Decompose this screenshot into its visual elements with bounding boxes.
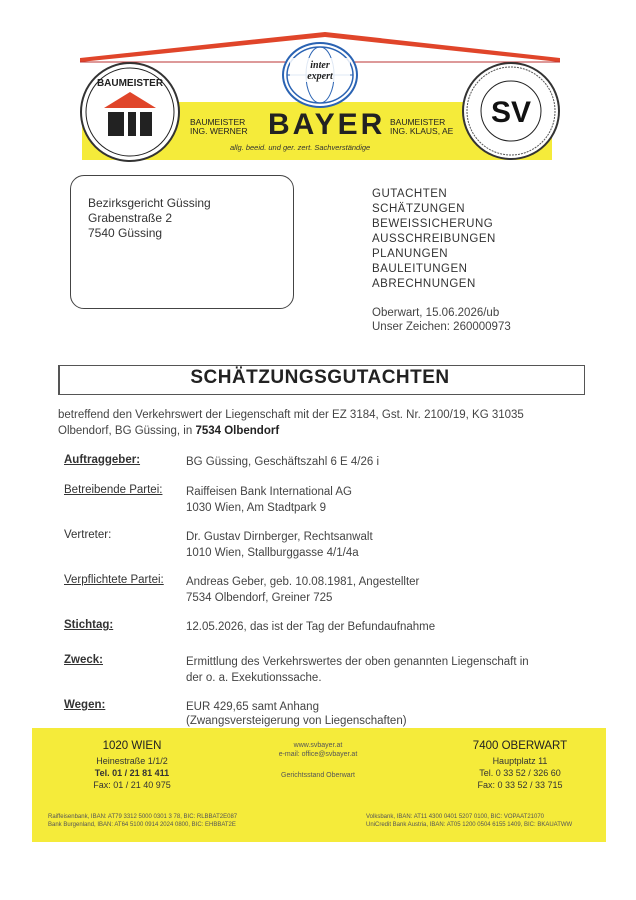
vertreter-value1: Dr. Gustav Dirnberger, Rechtsanwalt <box>186 531 373 543</box>
svg-text:expert: expert <box>307 71 333 82</box>
footer-court: Gerichtsstand Oberwart <box>281 772 355 779</box>
wegen-label: Wegen: <box>64 699 106 711</box>
service-item: AUSSCHREIBUNGEN <box>372 233 496 245</box>
footer-left-street: Heinestraße 1/1/2 <box>96 756 168 766</box>
service-item: ABRECHNUNGEN <box>372 278 476 290</box>
left-title <box>190 118 248 136</box>
recipient-city: 7540 Güssing <box>88 226 163 240</box>
intro-location: 7534 Olbendorf <box>195 425 280 437</box>
svg-text:BAUMEISTER: BAUMEISTER <box>96 78 164 89</box>
footer-mail: e-mail: office@svbayer.at <box>278 751 358 758</box>
verpflichtete-value1: Andreas Geber, geb. 10.08.1981, Angestellter <box>186 576 420 588</box>
stichtag-label: Stichtag: <box>64 619 114 631</box>
recipient-name: Bezirksgericht Güssing <box>88 196 211 210</box>
verpflichtete-value2: 7534 Olbendorf, Greiner 725 <box>186 592 333 604</box>
reference-line: Unser Zeichen: 260000973 <box>372 321 511 333</box>
intro-line2-prefix: Olbendorf, BG Güssing, in <box>58 425 196 437</box>
vertreter-value2: 1010 Wien, Stallburggasse 4/1/4a <box>186 547 359 559</box>
footer-left-city: 1020 WIEN <box>102 740 162 752</box>
intro-line1: betreffend den Verkehrswert der Liegenschaft mit der EZ 3184, Gst. Nr. 2100/19, KG 31035 <box>58 409 524 421</box>
globe-icon <box>284 44 356 106</box>
service-item: BAULEITUNGEN <box>372 263 468 275</box>
betreibende-label: Betreibende Partei: <box>64 484 163 496</box>
service-item: BEWEISSICHERUNG <box>372 218 494 230</box>
footer-right-city: 7400 OBERWART <box>472 740 568 752</box>
intro-line2 <box>58 423 279 439</box>
auftraggeber-value: BG Güssing, Geschäftszahl 6 E 4/26 i <box>186 456 380 468</box>
svg-text:SV: SV <box>490 96 532 129</box>
betreibende-value2: 1030 Wien, Am Stadtpark 9 <box>186 502 326 514</box>
sv-seal-logo <box>462 62 560 160</box>
header-subline: allg. beeid. und ger. zert. Sachverständige <box>230 143 371 152</box>
bank-left-1: Raiffeisenbank, IBAN: AT79 3312 5000 0301 3 78, BIC: RLBBAT2E087 <box>48 814 238 820</box>
date-line: Oberwart, 15.06.2026/ub <box>372 307 500 319</box>
brand-name: BAYER <box>268 108 386 141</box>
service-item: GUTACHTEN <box>372 188 448 200</box>
wegen-value2: (Zwangsversteigerung von Liegenschaften) <box>186 715 407 727</box>
footer-center <box>248 742 388 779</box>
wegen-value1: EUR 429,65 samt Anhang <box>186 701 319 713</box>
letterhead <box>0 0 636 165</box>
bank-left-2: Bank Burgenland, IBAN: AT64 5100 0914 2024 0800, BIC: EHBBAT2E <box>48 822 236 828</box>
footer-left-tel: Tel. 01 / 21 81 411 <box>94 768 170 778</box>
svg-text:inter: inter <box>310 60 330 71</box>
recipient-street: Grabenstraße 2 <box>88 211 173 225</box>
service-item: PLANUNGEN <box>372 248 449 260</box>
inter-expert-logo <box>282 42 358 108</box>
right-title-line1: BAUMEISTER <box>390 117 446 127</box>
bank-right-1: Volksbank, IBAN: AT11 4300 0401 5207 0100, BIC: VOPAAT21070 <box>366 814 545 820</box>
footer-right-street: Hauptplatz 11 <box>492 756 548 766</box>
zweck-value1: Ermittlung des Verkehrswertes der oben genannten Liegenschaft in <box>186 656 529 668</box>
footer-right-tel: Tel. 0 33 52 / 326 60 <box>479 768 561 778</box>
document-title: SCHÄTZUNGSGUTACHTEN <box>190 367 450 388</box>
service-item: SCHÄTZUNGEN <box>372 203 466 215</box>
vertreter-label: Vertreter: <box>64 529 112 541</box>
betreibende-value1: Raiffeisen Bank International AG <box>186 486 353 498</box>
services-list <box>372 187 496 292</box>
zweck-label: Zweck: <box>64 654 103 666</box>
left-title-line2: ING. WERNER <box>190 126 248 136</box>
baumeister-seal-logo <box>80 62 180 162</box>
sv-seal-icon <box>464 64 558 158</box>
auftraggeber-label: Auftraggeber: <box>64 454 141 466</box>
baumeister-seal-icon <box>82 64 178 160</box>
footer-right <box>450 740 590 790</box>
footer-left <box>62 740 202 790</box>
right-title-line2: ING. KLAUS, AE <box>390 126 454 136</box>
stichtag-value: 12.05.2026, das ist der Tag der Befundaufnahme <box>186 621 436 633</box>
footer-web: www.svbayer.at <box>293 742 343 749</box>
footer-right-fax: Fax: 0 33 52 / 33 715 <box>477 780 563 790</box>
left-title-line1: BAUMEISTER <box>190 117 246 127</box>
bank-right-2: UniCredit Bank Austria, IBAN: AT05 1200 0504 6155 1409, BIC: BKAUATWW <box>366 822 573 828</box>
right-title <box>390 118 453 136</box>
verpflichtete-label: Verpflichtete Partei: <box>64 574 164 586</box>
footer-left-fax: Fax: 01 / 21 40 975 <box>93 780 171 790</box>
zweck-value2: der o. a. Exekutionssache. <box>186 672 322 684</box>
